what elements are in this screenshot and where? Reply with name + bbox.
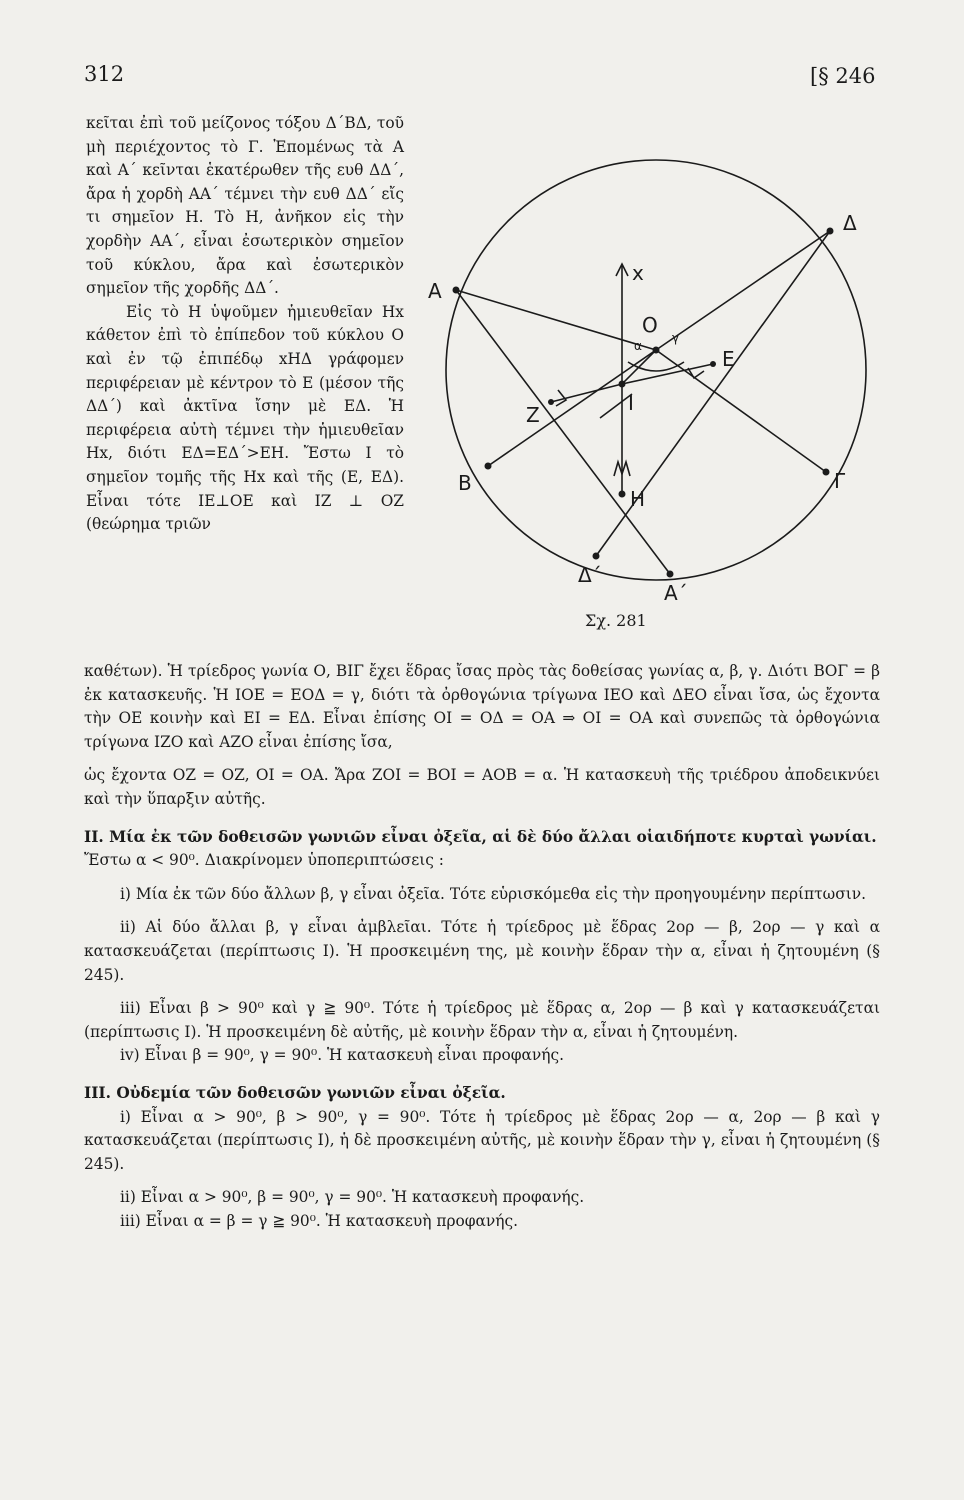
case-II-i: i) Μία ἐκ τῶν δύο ἄλλων β, γ εἶναι ὀξεῖα. Τότε εὑρισκόμεθα εἰς τὴν προηγουμένην περίπτωσιν.	[120, 884, 867, 903]
figure-svg	[418, 118, 888, 618]
label-D2: Δ΄	[578, 563, 602, 587]
segment-IZ	[551, 384, 622, 402]
case-II-iii: iii) Εἶναι β > 90⁰ καὶ γ ≧ 90⁰. Τότε ἡ τρίεδρος μὲ ἕδρας α, 2ορ — β καὶ γ κατασκευάζεται (περίπτωσις Ι). Ἡ προσκειμένη δὲ αὐτῆς, μὲ κοινὴν ἕδραν τὴν α, εἶναι ἡ ζητουμένη.	[84, 999, 880, 1041]
point-G	[823, 469, 830, 476]
heading-case-III: ΙΙΙ. Οὐδεμία τῶν δοθεισῶν γωνιῶν εἶναι ὀξεῖα.	[84, 1083, 506, 1102]
case-II-ii: ii) Αἱ δύο ἄλλαι β, γ εἶναι ἀμβλεῖαι. Τότε ἡ τρίεδρος μὲ ἕδρας 2ορ — β, 2ορ — γ καὶ α κατασκευάζεται (περίπτωσις Ι). Ἡ προσκειμένη της, μὲ κοινὴν ἕδραν τὴν α, εἶναι ἡ ζητουμένη (§ 245).	[84, 918, 880, 984]
label-alpha: α	[634, 339, 642, 353]
circle-O	[446, 160, 866, 580]
heading-case-II: ΙΙ. Μία ἐκ τῶν δοθεισῶν γωνιῶν εἶναι ὀξεῖα, αἱ δὲ δύο ἄλλαι οἱαιδήποτε κυρταὶ γωνίαι.	[84, 827, 877, 846]
paragraph-chord: κεῖται ἐπὶ τοῦ μείζονος τόξου Δ΄ΒΔ, τοῦ μὴ περιέχοντος τὸ Γ. Ἐπομένως τὰ Α καὶ Α΄ κεῖνται ἑκατέρωθεν τῆς ευθ ΔΔ΄, ἄρα ἡ χορδὴ ΑΑ΄ τέμνει τὴν ευθ ΔΔ΄ εἴς τι σημεῖον Η. Τὸ Η, ἀνῆκον εἰς τὴν χορδὴν ΑΑ΄, εἶναι ἐσωτερικὸν σημεῖον τοῦ κύκλου, ἄρα καὶ ἐσωτερικὸν σημεῖον τῆς χορδῆς ΔΔ΄.	[86, 114, 404, 298]
paragraph-conclusion: ὡς ἔχοντα ΟΖ = ΟΖ, ΟΙ = ΟΑ. Ἄρα ΖΟΙ = ΒΟΙ = ΑΟΒ = α. Ἡ κατασκευὴ τῆς τριέδρου ἀποδεικνύει καὶ τὴν ὕπαρξιν αὐτῆς.	[84, 766, 880, 808]
page-header	[0, 62, 964, 92]
label-G: Γ	[834, 469, 846, 493]
geometry-figure	[418, 118, 888, 638]
case-II-iv: iv) Εἶναι β = 90⁰, γ = 90⁰. Ἡ κατασκευὴ εἶναι προφανής.	[120, 1046, 565, 1065]
case-III-iii: iii) Εἶναι α = β = γ ≧ 90⁰. Ἡ κατασκευὴ προφανής.	[120, 1211, 519, 1230]
label-O: Ο	[642, 313, 658, 337]
label-Z: Ζ	[526, 403, 540, 427]
point-E	[710, 361, 716, 367]
intro-case-II: Ἔστω α < 90⁰. Διακρίνομεν ὑποπεριπτώσεις :	[84, 851, 444, 870]
left-column-text	[86, 112, 404, 537]
label-I: Ι	[628, 391, 634, 415]
section-reference: [§ 246	[810, 64, 876, 88]
point-Z	[548, 399, 554, 405]
point-O	[653, 347, 660, 354]
page-number: 312	[84, 62, 125, 86]
point-D	[827, 228, 834, 235]
label-gamma: γ	[672, 331, 680, 345]
label-H: Η	[630, 487, 646, 511]
paragraph-halfline: Εἰς τὸ Η ὑψοῦμεν ἡμιευθεῖαν Ηx κάθετον ἐπὶ τὸ ἐπίπεδον τοῦ κύκλου Ο καὶ ἐν τῷ ἐπιπέδῳ xΗΔ γράφομεν περιφέρειαν μὲ κέντρον τὸ Ε (μέσον τῆς ΔΔ΄) καὶ ἀκτῖνα ἴσην μὲ ΕΔ. Ἡ περιφέρεια αὐτὴ τέμνει τὴν ἡμιευθεῖαν Ηx, διότι ΕΔ=ΕΔ΄>ΕΗ. Ἔστω Ι τὸ σημεῖον τομῆς τῆς Ηx καὶ τῆς (Ε, ΕΔ). Εἶναι τότε ΙΕ⊥ΟΕ καὶ ΙΖ ⊥ ΟΖ (θεώρημα τριῶν	[86, 302, 404, 534]
right-angle-Z	[556, 390, 566, 406]
label-A: Α	[428, 279, 442, 303]
label-D: Δ	[843, 211, 857, 235]
point-B	[485, 463, 492, 470]
label-A2: Α΄	[664, 581, 688, 605]
label-x: x	[632, 261, 644, 285]
label-B: Β	[458, 471, 472, 495]
label-E: Ε	[722, 347, 735, 371]
figure-caption: Σχ. 281	[585, 611, 647, 630]
point-D2	[593, 553, 600, 560]
case-III-i: i) Εἶναι α > 90⁰, β > 90⁰, γ = 90⁰. Τότε ἡ τρίεδρος μὲ ἕδρας 2ορ — α, 2ορ — β καὶ γ κατασκευάζεται (περίπτωσις Ι), ἡ δὲ προσκειμένη αὐτῆς, μὲ κοινὴν ἕδραν τὴν γ, εἶναι ἡ ζητουμένη (§ 245).	[84, 1107, 880, 1173]
point-A2	[667, 571, 674, 578]
segment-OD	[656, 231, 830, 350]
point-H	[619, 491, 626, 498]
segment-AO	[456, 290, 656, 350]
segment-OG	[656, 350, 826, 472]
point-A	[453, 287, 460, 294]
case-III-ii: ii) Εἶναι α > 90⁰, β = 90⁰, γ = 90⁰. Ἡ κατασκευὴ προφανής.	[120, 1188, 585, 1207]
chord-AA2	[456, 290, 670, 574]
point-I	[619, 381, 626, 388]
paragraph-trihedral: καθέτων). Ἡ τρίεδρος γωνία Ο, ΒΙΓ ἔχει ἕδρας ἴσας πρὸς τὰς δοθείσας γωνίας α, β, γ. Διότι ΒΟΓ = β ἐκ κατασκευῆς. Ἡ ΙΟΕ = ΕΟΔ = γ, διότι τὰ ὀρθογώνια τρίγωνα ΙΕΟ καὶ ΔΕΟ εἶναι ἴσα, ὡς ἔχοντα τὴν ΟΕ κοινὴν καὶ ΕΙ = ΕΔ. Εἶναι ἐπίσης ΟΙ = ΟΔ = ΟΑ ⇒ ΟΙ = ΟΑ καὶ συνεπῶς τὰ ὀρθογώνια τρίγωνα ΙΖΟ καὶ ΑΖΟ εἶναι ἐπίσης ἴσα,	[84, 662, 880, 751]
main-text	[84, 660, 880, 1233]
